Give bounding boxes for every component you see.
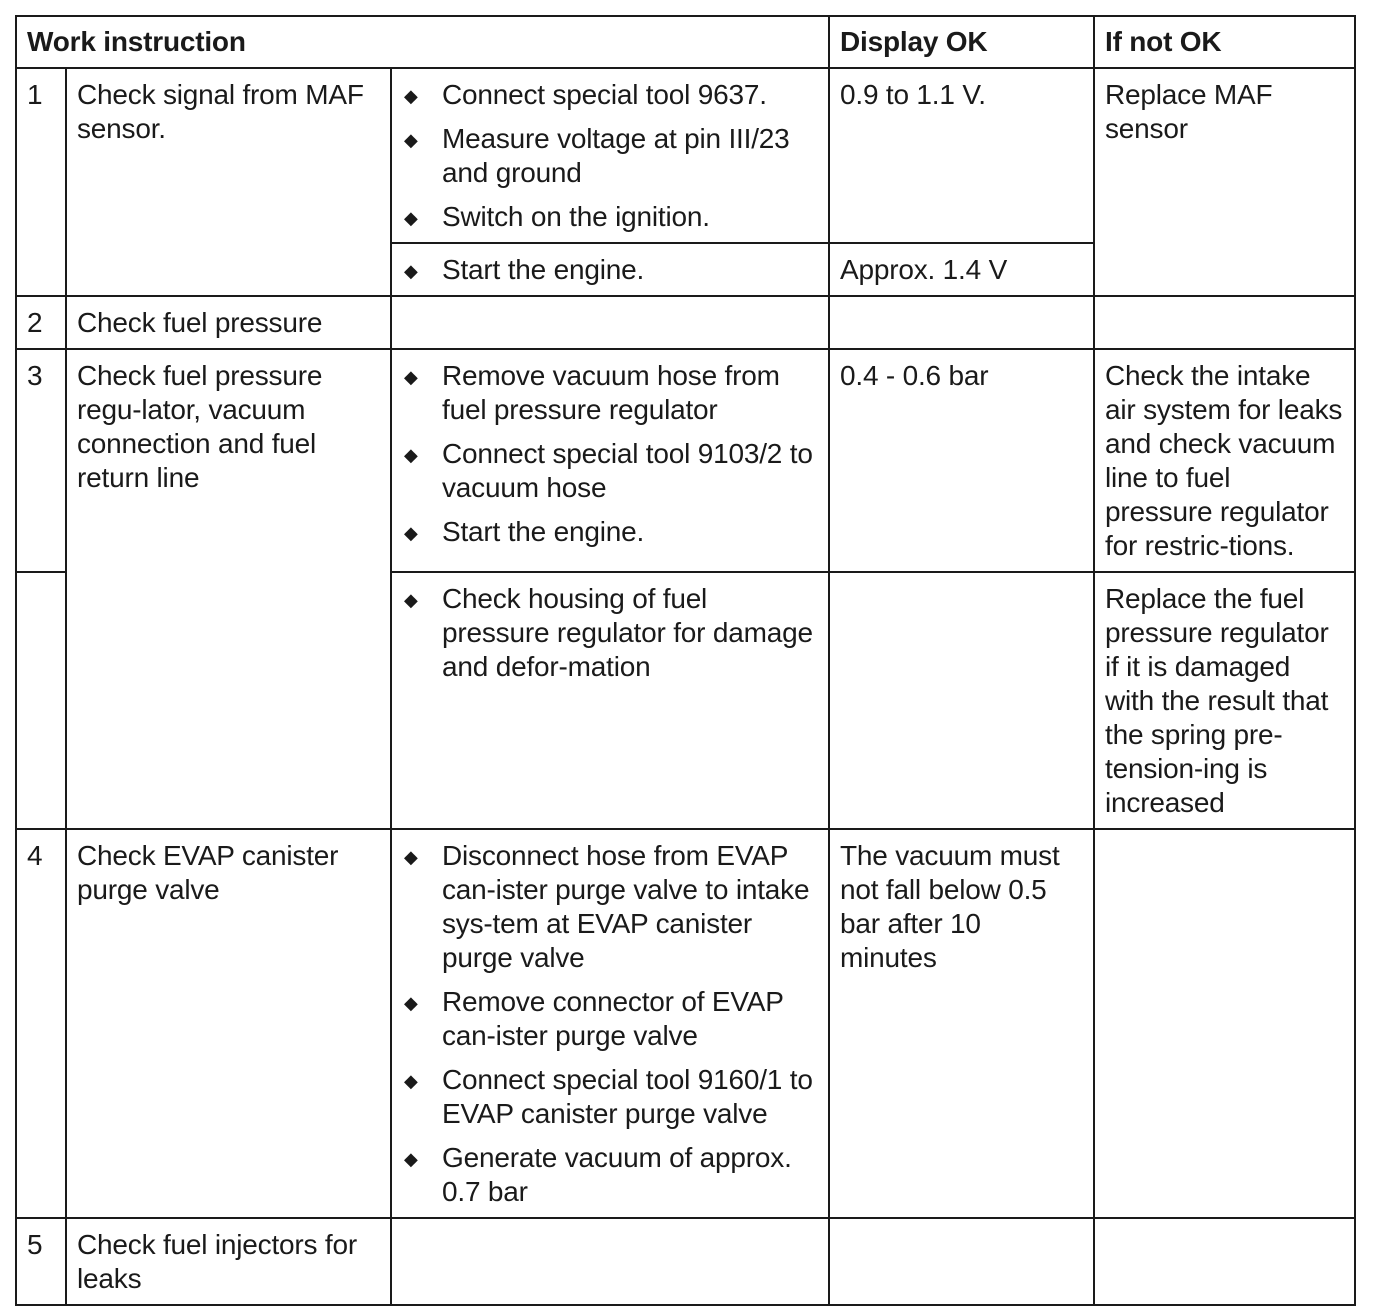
diamond-bullet-icon: ◆ — [404, 523, 418, 543]
step-text: Remove connector of EVAP can-ister purge valve — [442, 986, 784, 1051]
step-text: Remove vacuum hose from fuel pressure regulator — [442, 360, 780, 425]
table-row — [16, 829, 1355, 1218]
list-item — [402, 839, 818, 975]
task-cell: Check fuel injectors for leaks — [66, 1218, 391, 1305]
table-row — [16, 349, 1355, 572]
display-ok-cell: Approx. 1.4 V — [829, 243, 1094, 296]
step-number: 1 — [16, 68, 66, 296]
diamond-bullet-icon: ◆ — [404, 208, 418, 228]
diamond-bullet-icon: ◆ — [404, 261, 418, 281]
diamond-bullet-icon: ◆ — [404, 86, 418, 106]
step-text: Start the engine. — [442, 254, 645, 285]
display-ok-cell — [829, 296, 1094, 349]
task-cell: Check fuel pressure regu-lator, vacuum connection and fuel return line — [66, 349, 391, 829]
display-ok-cell: The vacuum must not fall below 0.5 bar after 10 minutes — [829, 829, 1094, 1218]
diamond-bullet-icon: ◆ — [404, 993, 418, 1013]
list-item — [402, 1141, 818, 1209]
task-cell: Check fuel pressure — [66, 296, 391, 349]
diamond-bullet-icon: ◆ — [404, 367, 418, 387]
diamond-bullet-icon: ◆ — [404, 1071, 418, 1091]
step-number: 4 — [16, 829, 66, 1218]
step-text: Start the engine. — [442, 516, 645, 547]
step-text: Switch on the ignition. — [442, 201, 710, 232]
list-item — [402, 78, 818, 112]
list-item — [402, 1063, 818, 1131]
list-item — [402, 200, 818, 234]
step-text: Generate vacuum of approx. 0.7 bar — [442, 1142, 792, 1207]
list-item — [402, 253, 818, 287]
table-row — [16, 296, 1355, 349]
steps-cell — [391, 829, 829, 1218]
steps-cell — [391, 572, 829, 829]
if-not-ok-cell: Check the intake air system for leaks and check vacuum line to fuel pressure regulator for restric-tions. — [1094, 349, 1355, 572]
step-number: 3 — [16, 349, 66, 572]
steps-cell — [391, 68, 829, 243]
step-text: Disconnect hose from EVAP can-ister purge valve to intake sys-tem at EVAP canister purge valve — [442, 840, 810, 973]
display-ok-cell: 0.9 to 1.1 V. — [829, 68, 1094, 243]
work-instruction-table — [15, 15, 1356, 1306]
step-text: Connect special tool 9103/2 to vacuum hose — [442, 438, 813, 503]
diamond-bullet-icon: ◆ — [404, 130, 418, 150]
header-if-not-ok: If not OK — [1094, 16, 1355, 68]
list-item — [402, 359, 818, 427]
steps-cell — [391, 243, 829, 296]
step-text: Check housing of fuel pressure regulator for damage and defor-mation — [442, 583, 813, 682]
display-ok-cell: 0.4 - 0.6 bar — [829, 349, 1094, 572]
header-display-ok: Display OK — [829, 16, 1094, 68]
diamond-bullet-icon: ◆ — [404, 1149, 418, 1169]
step-number: 5 — [16, 1218, 66, 1305]
step-number-empty — [16, 572, 66, 829]
step-text: Connect special tool 9160/1 to EVAP canister purge valve — [442, 1064, 813, 1129]
list-item — [402, 985, 818, 1053]
diamond-bullet-icon: ◆ — [404, 445, 418, 465]
step-text: Connect special tool 9637. — [442, 79, 767, 110]
task-cell: Check EVAP canister purge valve — [66, 829, 391, 1218]
list-item — [402, 582, 818, 684]
header-work-instruction: Work instruction — [16, 16, 829, 68]
step-text: Measure voltage at pin III/23 and ground — [442, 123, 790, 188]
display-ok-cell — [829, 572, 1094, 829]
list-item — [402, 122, 818, 190]
if-not-ok-cell: Replace the fuel pressure regulator if it is damaged with the result that the spring pre-tension-ing is increased — [1094, 572, 1355, 829]
if-not-ok-cell: Replace MAF sensor — [1094, 68, 1355, 296]
header-row — [16, 16, 1355, 68]
diamond-bullet-icon: ◆ — [404, 590, 418, 610]
steps-cell — [391, 349, 829, 572]
if-not-ok-cell — [1094, 829, 1355, 1218]
list-item — [402, 437, 818, 505]
if-not-ok-cell — [1094, 296, 1355, 349]
list-item — [402, 515, 818, 549]
diamond-bullet-icon: ◆ — [404, 847, 418, 867]
steps-cell — [391, 296, 829, 349]
task-cell: Check signal from MAF sensor. — [66, 68, 391, 296]
step-number: 2 — [16, 296, 66, 349]
table-row — [16, 68, 1355, 243]
